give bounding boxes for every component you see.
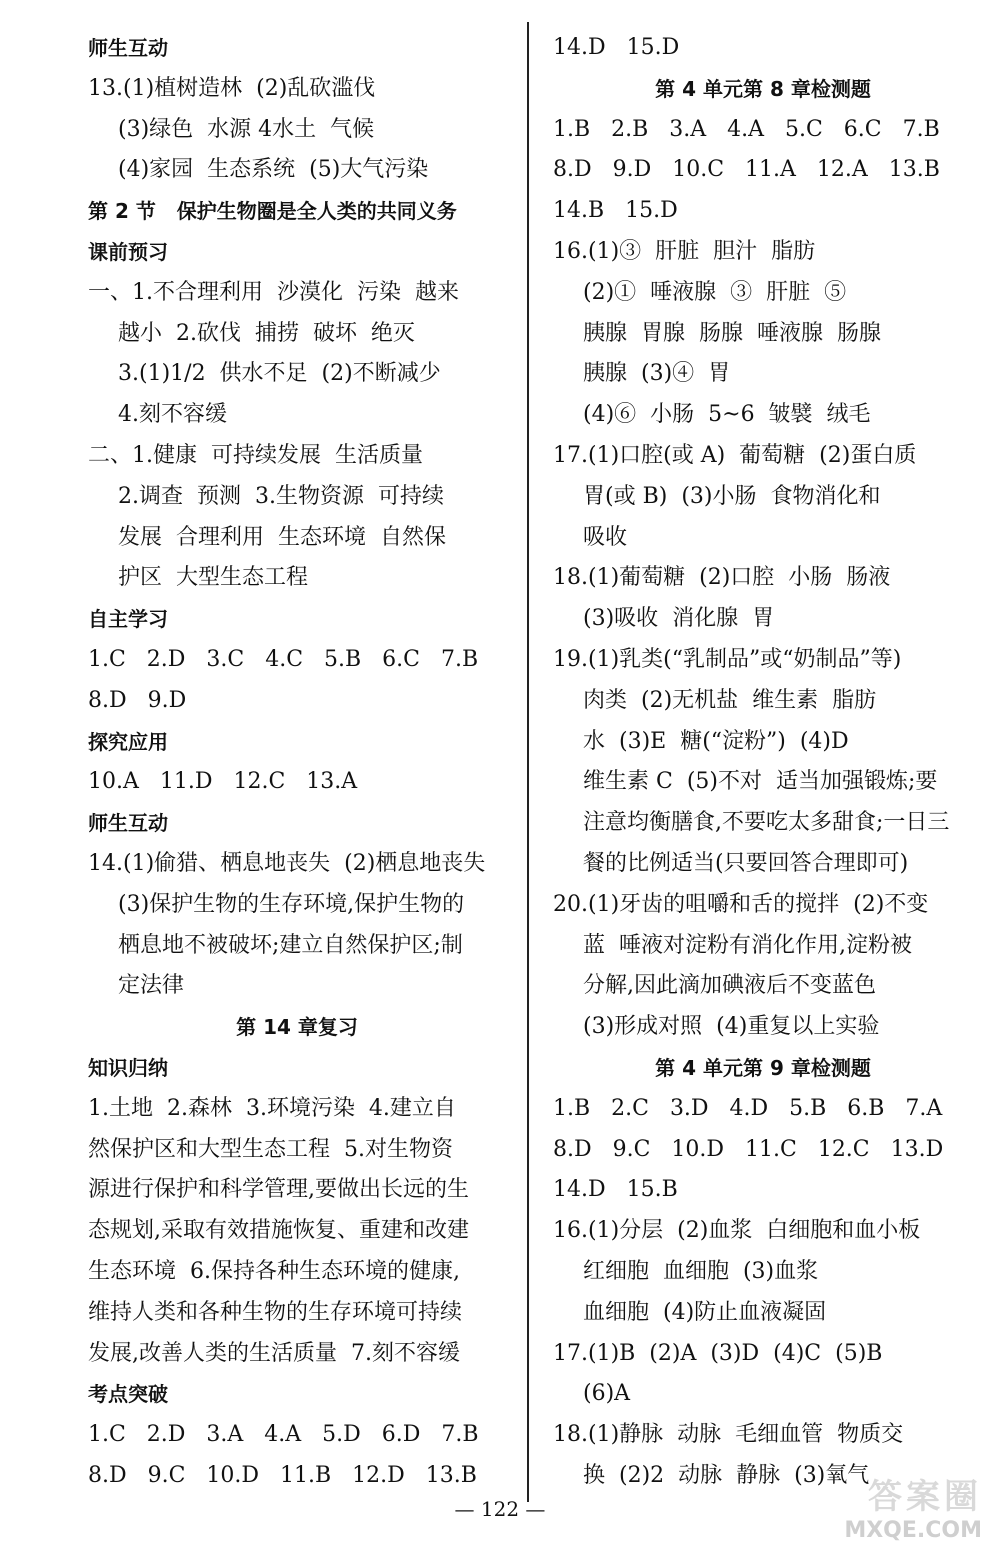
- answer-line: 生态环境 6.保持各种生态环境的健康,: [88, 1258, 460, 1284]
- answer-line: 餐的比例适当(只要回答合理即可): [583, 850, 909, 876]
- answer-line: 17.(1)口腔(或 A) 葡萄糖 (2)蛋白质: [553, 442, 917, 468]
- answer-line: 发展 合理利用 生态环境 自然保: [118, 524, 446, 550]
- answer-line: (4)家园 生态系统 (5)大气污染: [118, 157, 429, 183]
- section-heading: 师生互动: [88, 811, 168, 836]
- answer-line: 8.D 9.C 10.D 11.C 12.C 13.D: [553, 1136, 944, 1162]
- section-heading: 探究应用: [88, 729, 168, 754]
- answer-line: (4)⑥ 小肠 5~6 皱襞 绒毛: [583, 402, 871, 428]
- answer-line: 维持人类和各种生物的生存环境可持续: [88, 1299, 463, 1325]
- answer-line: 14.B 15.D: [553, 198, 678, 224]
- answer-line: 血细胞 (4)防止血液凝固: [583, 1299, 827, 1325]
- answer-line: 栖息地不被破坏;建立自然保护区;制: [118, 932, 463, 958]
- answer-line: 二、1.健康 可持续发展 生活质量: [88, 442, 423, 468]
- answer-line: 然保护区和大型生态工程 5.对生物资: [88, 1136, 453, 1162]
- answer-line: 14.D 15.B: [553, 1177, 678, 1203]
- section-heading: 第 4 单元第 9 章检测题: [655, 1055, 871, 1080]
- answer-line: 4.刻不容缓: [118, 402, 227, 428]
- answer-line: 蓝 唾液对淀粉有消化作用,淀粉被: [583, 932, 912, 958]
- answer-line: 1.B 2.B 3.A 4.A 5.C 6.C 7.B: [553, 116, 940, 142]
- section-heading: 师生互动: [88, 36, 168, 60]
- answer-line: 源进行保护和科学管理,要做出长远的生: [88, 1177, 469, 1203]
- answer-line: 护区 大型生态工程: [118, 565, 308, 591]
- answer-line: 14.(1)偷猎、栖息地丧失 (2)栖息地丧失: [88, 850, 486, 876]
- watermark-url: MXQE.COM: [844, 1518, 982, 1543]
- column-divider: [527, 22, 529, 1502]
- answer-line: 8.D 9.D: [88, 687, 187, 713]
- answer-line: 肉类 (2)无机盐 维生素 脂肪: [583, 687, 877, 713]
- watermark-logo: [812, 1469, 982, 1543]
- answer-line: 10.A 11.D 12.C 13.A: [88, 769, 358, 795]
- answer-line: 18.(1)葡萄糖 (2)口腔 小肠 肠液: [553, 565, 891, 591]
- answer-line: 2.调查 预测 3.生物资源 可持续: [118, 483, 444, 509]
- answer-line: 态规划,采取有效措施恢复、重建和改建: [88, 1218, 469, 1244]
- answer-line: 8.D 9.D 10.C 11.A 12.A 13.B: [553, 157, 940, 183]
- section-heading: 第 4 单元第 8 章检测题: [655, 76, 871, 101]
- answer-line: (3)绿色 水源 4水土 气候: [118, 116, 375, 142]
- answer-line: 13.(1)植树造林 (2)乱砍滥伐: [88, 75, 376, 101]
- left-column: [88, 28, 506, 1497]
- answer-line: 1.土地 2.森林 3.环境污染 4.建立自: [88, 1095, 456, 1121]
- section-heading: 自主学习: [88, 607, 168, 632]
- answer-line: (3)保护生物的生存环境,保护生物的: [118, 891, 465, 917]
- section-heading: 课前预习: [88, 239, 168, 264]
- answer-line: 胰腺 (3)④ 胃: [583, 361, 731, 387]
- answer-line: 16.(1)分层 (2)血浆 白细胞和血小板: [553, 1218, 921, 1244]
- answer-line: 注意均衡膳食,不要吃太多甜食;一日三: [583, 810, 950, 836]
- answer-line: 17.(1)B (2)A (3)D (4)C (5)B: [553, 1340, 883, 1366]
- answer-line: 1.C 2.D 3.A 4.A 5.D 6.D 7.B: [88, 1422, 479, 1448]
- section-heading: 第 2 节 保护生物圈是全人类的共同义务: [88, 199, 457, 224]
- answer-line: 1.C 2.D 3.C 4.C 5.B 6.C 7.B: [88, 646, 479, 672]
- answer-line: 水 (3)E 糖(“淀粉”) (4)D: [583, 728, 849, 754]
- answer-line: (3)吸收 消化腺 胃: [583, 606, 775, 632]
- page-number: — 122 —: [454, 1497, 546, 1521]
- answer-line: 16.(1)③ 肝脏 胆汁 脂肪: [553, 238, 816, 264]
- answer-line: 定法律: [118, 973, 185, 999]
- right-column: [553, 28, 973, 1497]
- section-heading: 第 14 章复习: [236, 1015, 358, 1040]
- answer-line: 20.(1)牙齿的咀嚼和舌的搅拌 (2)不变: [553, 891, 929, 917]
- watermark-text: 答案圈: [868, 1477, 982, 1517]
- answer-line: 18.(1)静脉 动脉 毛细血管 物质交: [553, 1422, 904, 1448]
- answer-line: 一、1.不合理利用 沙漠化 污染 越来: [88, 279, 459, 305]
- answer-line: (2)① 唾液腺 ③ 肝脏 ⑤: [583, 279, 847, 305]
- answer-line: 分解,因此滴加碘液后不变蓝色: [583, 973, 876, 999]
- answer-line: (6)A: [583, 1381, 631, 1407]
- section-heading: 考点突破: [88, 1382, 168, 1407]
- answer-line: 8.D 9.C 10.D 11.B 12.D 13.B: [88, 1462, 477, 1488]
- answer-line: 3.(1)1/2 供水不足 (2)不断减少: [118, 361, 441, 387]
- answer-line: 胰腺 胃腺 肠腺 唾液腺 肠腺: [583, 320, 881, 346]
- answer-line: 胃(或 B) (3)小肠 食物消化和: [583, 483, 881, 509]
- answer-line: 1.B 2.C 3.D 4.D 5.B 6.B 7.A: [553, 1095, 943, 1121]
- answer-line: 发展,改善人类的生活质量 7.刻不容缓: [88, 1340, 460, 1366]
- answer-line: 越小 2.砍伐 捕捞 破坏 绝灭: [118, 320, 415, 346]
- section-heading: 知识归纳: [88, 1055, 168, 1080]
- answer-line: 维生素 C (5)不对 适当加强锻炼;要: [583, 769, 938, 795]
- answer-line: (3)形成对照 (4)重复以上实验: [583, 1014, 880, 1040]
- answer-line: 14.D 15.D: [553, 35, 680, 60]
- answer-line: 红细胞 血细胞 (3)血浆: [583, 1258, 819, 1284]
- answer-line: 换 (2)2 动脉 静脉 (3)氧气: [583, 1462, 870, 1488]
- answer-line: 19.(1)乳类(“乳制品”或“奶制品”等): [553, 646, 902, 672]
- answer-line: 吸收: [583, 524, 628, 550]
